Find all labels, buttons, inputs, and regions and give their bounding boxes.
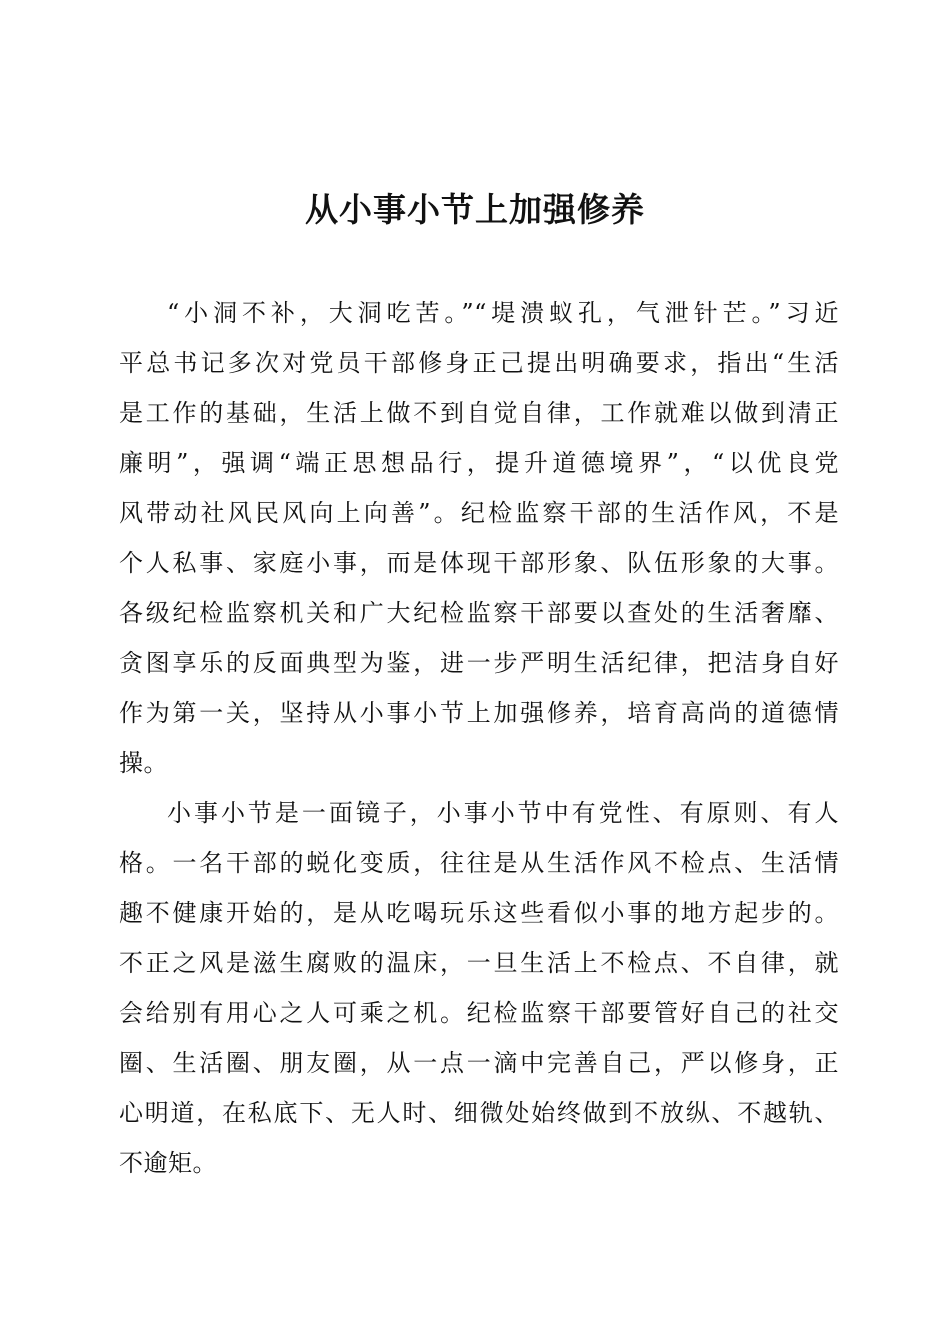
paragraph-line: 格。一名干部的蜕化变质，往往是从生活作风不检点、生活情 — [119, 849, 839, 877]
paragraph-line: 会给别有用心之人可乘之机。纪检监察干部要管好自己的社交 — [119, 999, 839, 1027]
paragraph-line: 各级纪检监察机关和广大纪检监察干部要以查处的生活奢靡、 — [119, 599, 839, 627]
paragraph-line: 个人私事、家庭小事，而是体现干部形象、队伍形象的大事。 — [119, 549, 839, 577]
paragraph-line: 小事小节是一面镜子，小事小节中有党性、有原则、有人 — [167, 799, 839, 827]
paragraph-line: 平总书记多次对党员干部修身正己提出明确要求，指出“生活 — [119, 349, 839, 377]
paragraph-line: 圈、生活圈、朋友圈，从一点一滴中完善自己，严以修身，正 — [119, 1049, 839, 1077]
paragraph-line: 风带动社风民风向上向善”。纪检监察干部的生活作风，不是 — [119, 499, 839, 527]
document-title: 从小事小节上加强修养 — [305, 190, 645, 229]
paragraph-line: 操。 — [119, 749, 168, 777]
paragraph-line: 作为第一关，坚持从小事小节上加强修养，培育高尚的道德情 — [119, 699, 839, 727]
paragraph-line: 是工作的基础，生活上做不到自觉自律，工作就难以做到清正 — [119, 399, 839, 427]
paragraph-line: 贪图享乐的反面典型为鉴，进一步严明生活纪律，把洁身自好 — [119, 649, 839, 677]
paragraph-line: 心明道，在私底下、无人时、细微处始终做到不放纵、不越轨、 — [119, 1099, 839, 1127]
paragraph-line: “小洞不补，大洞吃苦。”“堤溃蚁孔，气泄针芒。”习近 — [167, 299, 839, 327]
paragraph-line: 廉明”，强调“端正思想品行，提升道德境界”，“以优良党 — [119, 449, 839, 477]
paragraph-line: 趣不健康开始的，是从吃喝玩乐这些看似小事的地方起步的。 — [119, 899, 839, 927]
paragraph-1 — [119, 288, 839, 788]
paragraph-line: 不逾矩。 — [119, 1149, 217, 1177]
document-body — [119, 288, 839, 1188]
paragraph-2 — [119, 788, 839, 1188]
paragraph-line: 不正之风是滋生腐败的温床，一旦生活上不检点、不自律，就 — [119, 949, 839, 977]
